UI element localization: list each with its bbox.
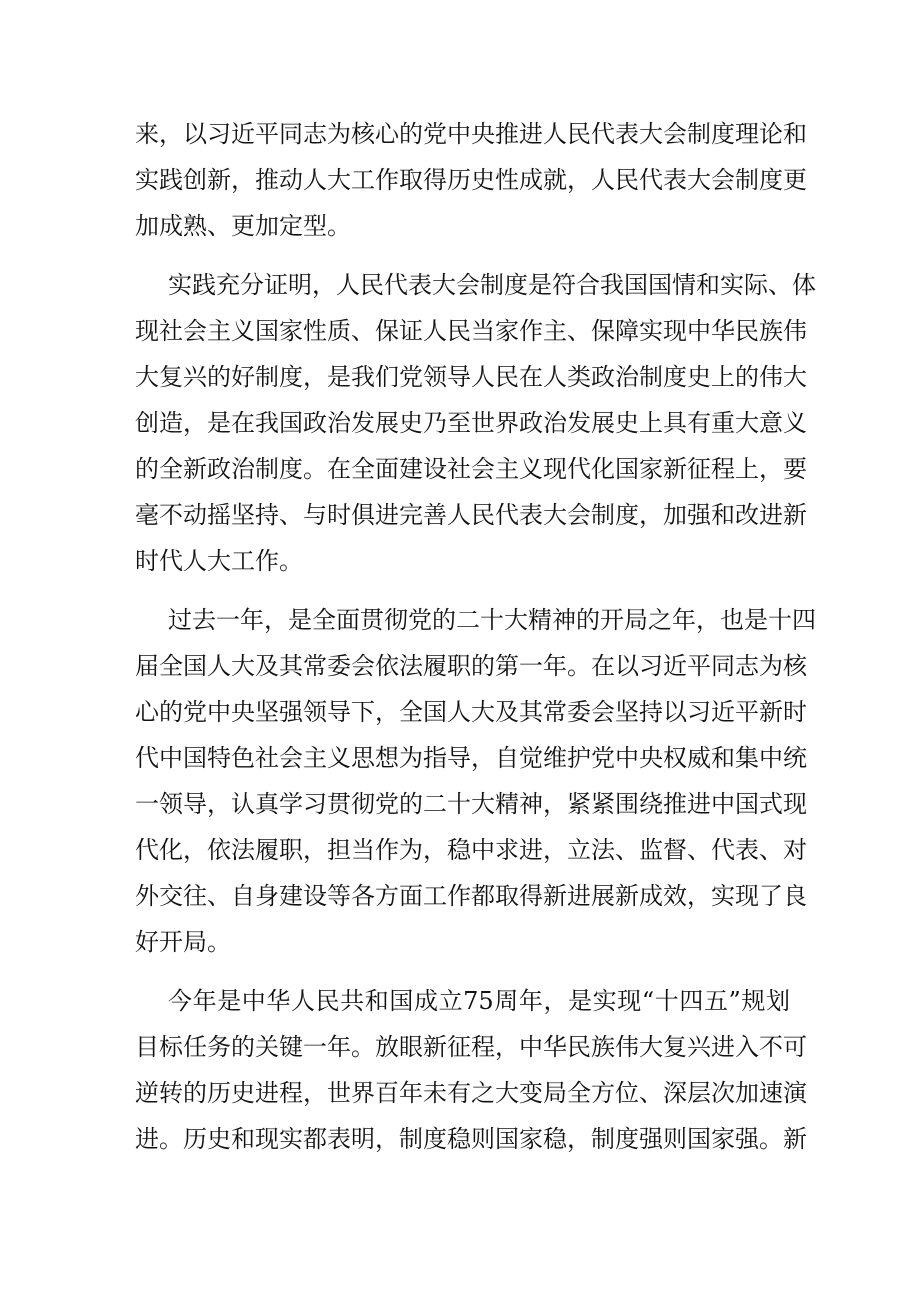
paragraph-line: 时代人大工作。	[135, 547, 303, 575]
paragraph-line: 大复兴的好制度，是我们党领导人民在人类政治制度史上的伟大	[135, 363, 807, 391]
paragraph-line: 好开局。	[135, 928, 231, 956]
paragraph-line: 代化，依法履职，担当作为，稳中求进，立法、监督、代表、对	[135, 836, 807, 864]
paragraph-line: 实践充分证明，人民代表大会制度是符合我国国情和实际、体	[168, 271, 816, 299]
paragraph-line: 目标任务的关键一年。放眼新征程，中华民族伟大复兴进入不可	[135, 1033, 807, 1061]
paragraph-line: 代中国特色社会主义思想为指导，自觉维护党中央权威和集中统	[135, 744, 807, 772]
paragraph-line: 一领导，认真学习贯彻党的二十大精神，紧紧围绕推进中国式现	[135, 790, 807, 818]
paragraph-line: 进。历史和现实都表明，制度稳则国家稳，制度强则国家强。新	[135, 1125, 807, 1153]
paragraph-line: 来，以习近平同志为核心的党中央推进人民代表大会制度理论和	[135, 120, 807, 148]
paragraph-line: 的全新政治制度。在全面建设社会主义现代化国家新征程上，要	[135, 455, 807, 483]
paragraph-line: 加成熟、更加定型。	[135, 212, 351, 240]
paragraph-line: 过去一年，是全面贯彻党的二十大精神的开局之年，也是十四	[168, 606, 816, 634]
paragraph-line: 届全国人大及其常委会依法履职的第一年。在以习近平同志为核	[135, 652, 807, 680]
paragraph-line: 实践创新，推动人大工作取得历史性成就，人民代表大会制度更	[135, 166, 807, 194]
paragraph-line: 心的党中央坚强领导下，全国人大及其常委会坚持以习近平新时	[135, 698, 807, 726]
paragraph-line: 今年是中华人民共和国成立75周年，是实现“十四五”规划	[168, 987, 790, 1015]
paragraph-line: 逆转的历史进程，世界百年未有之大变局全方位、深层次加速演	[135, 1079, 807, 1107]
paragraph-line: 毫不动摇坚持、与时俱进完善人民代表大会制度，加强和改进新	[135, 501, 807, 529]
paragraph-line: 现社会主义国家性质、保证人民当家作主、保障实现中华民族伟	[135, 317, 807, 345]
paragraph-line: 创造，是在我国政治发展史乃至世界政治发展史上具有重大意义	[135, 409, 807, 437]
paragraph-line: 外交往、自身建设等各方面工作都取得新进展新成效，实现了良	[135, 882, 807, 910]
